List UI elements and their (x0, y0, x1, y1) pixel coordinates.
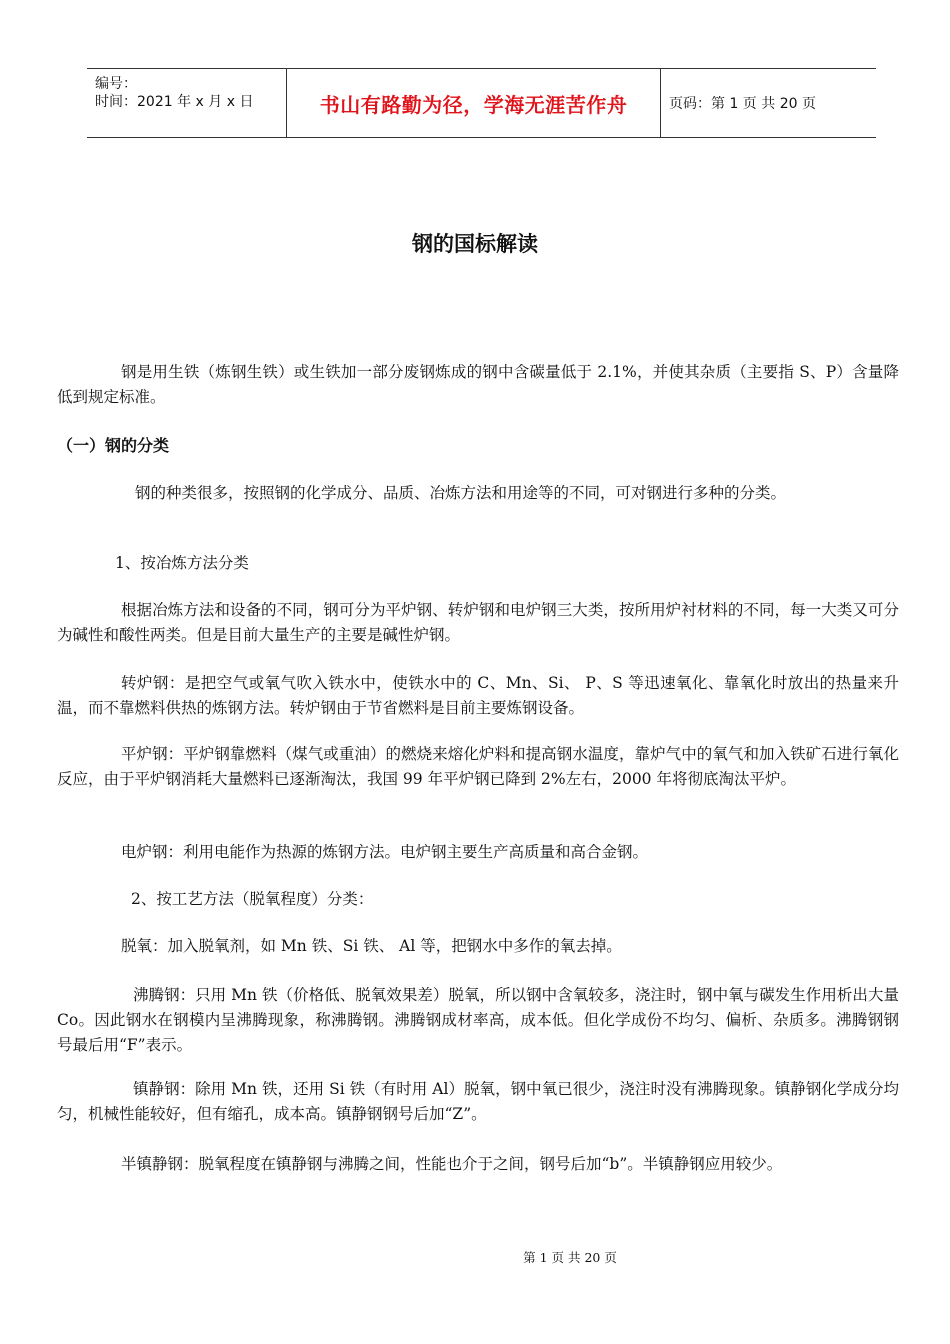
document-time-label: 时间：2021 年 x 月 x 日 (95, 94, 254, 110)
electric-furnace-steel-paragraph: 电炉钢：利用电能作为热源的炼钢方法。电炉钢主要生产高质量和高合金钢。 (121, 843, 649, 861)
page-header (87, 68, 876, 138)
smelting-method-paragraph: 根据冶炼方法和设备的不同，钢可分为平炉钢、转炉钢和电炉钢三大类，按所用炉衬材料的不同，每一大类又可分为碱性和酸性两类。但是目前大量生产的主要是碱性炉钢。 (57, 601, 899, 644)
classification-intro-paragraph: 钢的种类很多，按照钢的化学成分、品质、冶炼方法和用途等的不同，可对钢进行多种的分类。 (135, 484, 787, 502)
header-motto: 书山有路勤为径，学海无涯苦作舟 (319, 92, 628, 117)
header-meta-cell (87, 69, 287, 137)
section-heading-classification: （一）钢的分类 (57, 436, 170, 455)
subheading-smelting-method: 1、按冶炼方法分类 (115, 554, 249, 572)
document-title: 钢的国标解读 (412, 232, 538, 256)
header-page-cell (661, 69, 876, 137)
open-hearth-steel-paragraph: 平炉钢：平炉钢靠燃料（煤气或重油）的燃烧来熔化炉料和提高钢水温度，靠炉气中的氧气和加入铁矿石进行氧化反应，由于平炉钢消耗大量燃料已逐渐淘汰，我国 99 年平炉钢已降到 2%左右，2000 年将彻底淘汰平炉。 (57, 745, 899, 788)
subheading-deoxidation-method: 2、按工艺方法（脱氧程度）分类： (131, 890, 374, 908)
rimmed-steel-paragraph: 沸腾钢：只用 Mn 铁（价格低、脱氧效果差）脱氧，所以钢中含氧较多，浇注时，钢中氧与碳发生作用析出大量 Co。因此钢水在钢模内呈沸腾现象，称沸腾钢。沸腾钢成材率高，成本低。但化学成份不均匀、偏析、杂质多。沸腾钢钢号最后用“F”表示。 (57, 986, 899, 1054)
deoxidation-paragraph: 脱氧：加入脱氧剂，如 Mn 铁、Si 铁、 Al 等，把钢水中多作的氧去掉。 (121, 937, 622, 955)
page-footer-number: 第 1 页 共 20 页 (523, 1250, 617, 1265)
killed-steel-paragraph: 镇静钢：除用 Mn 铁，还用 Si 铁（有时用 Al）脱氧，钢中氧已很少，浇注时没有沸腾现象。镇静钢化学成分均匀，机械性能较好，但有缩孔，成本高。镇静钢钢号后加“Z”。 (57, 1080, 899, 1123)
intro-paragraph: 钢是用生铁（炼钢生铁）或生铁加一部分废钢炼成的钢中含碳量低于 2.1%，并使其杂质（主要指 S、P）含量降低到规定标准。 (57, 363, 899, 406)
converter-steel-paragraph: 转炉钢：是把空气或氧气吹入铁水中，使铁水中的 C、Mn、Si、 P、S 等迅速氧化、靠氧化时放出的热量来升温，而不靠燃料供热的炼钢方法。转炉钢由于节省燃料是目前主要炼钢设备。 (57, 674, 899, 717)
header-motto-cell (287, 69, 661, 137)
semi-killed-steel-paragraph: 半镇静钢：脱氧程度在镇静钢与沸腾之间，性能也介于之间，钢号后加“b”。半镇静钢应用较少。 (121, 1155, 783, 1173)
document-number-label: 编号： (95, 76, 137, 92)
header-page-number: 页码：第 1 页 共 20 页 (669, 96, 816, 112)
